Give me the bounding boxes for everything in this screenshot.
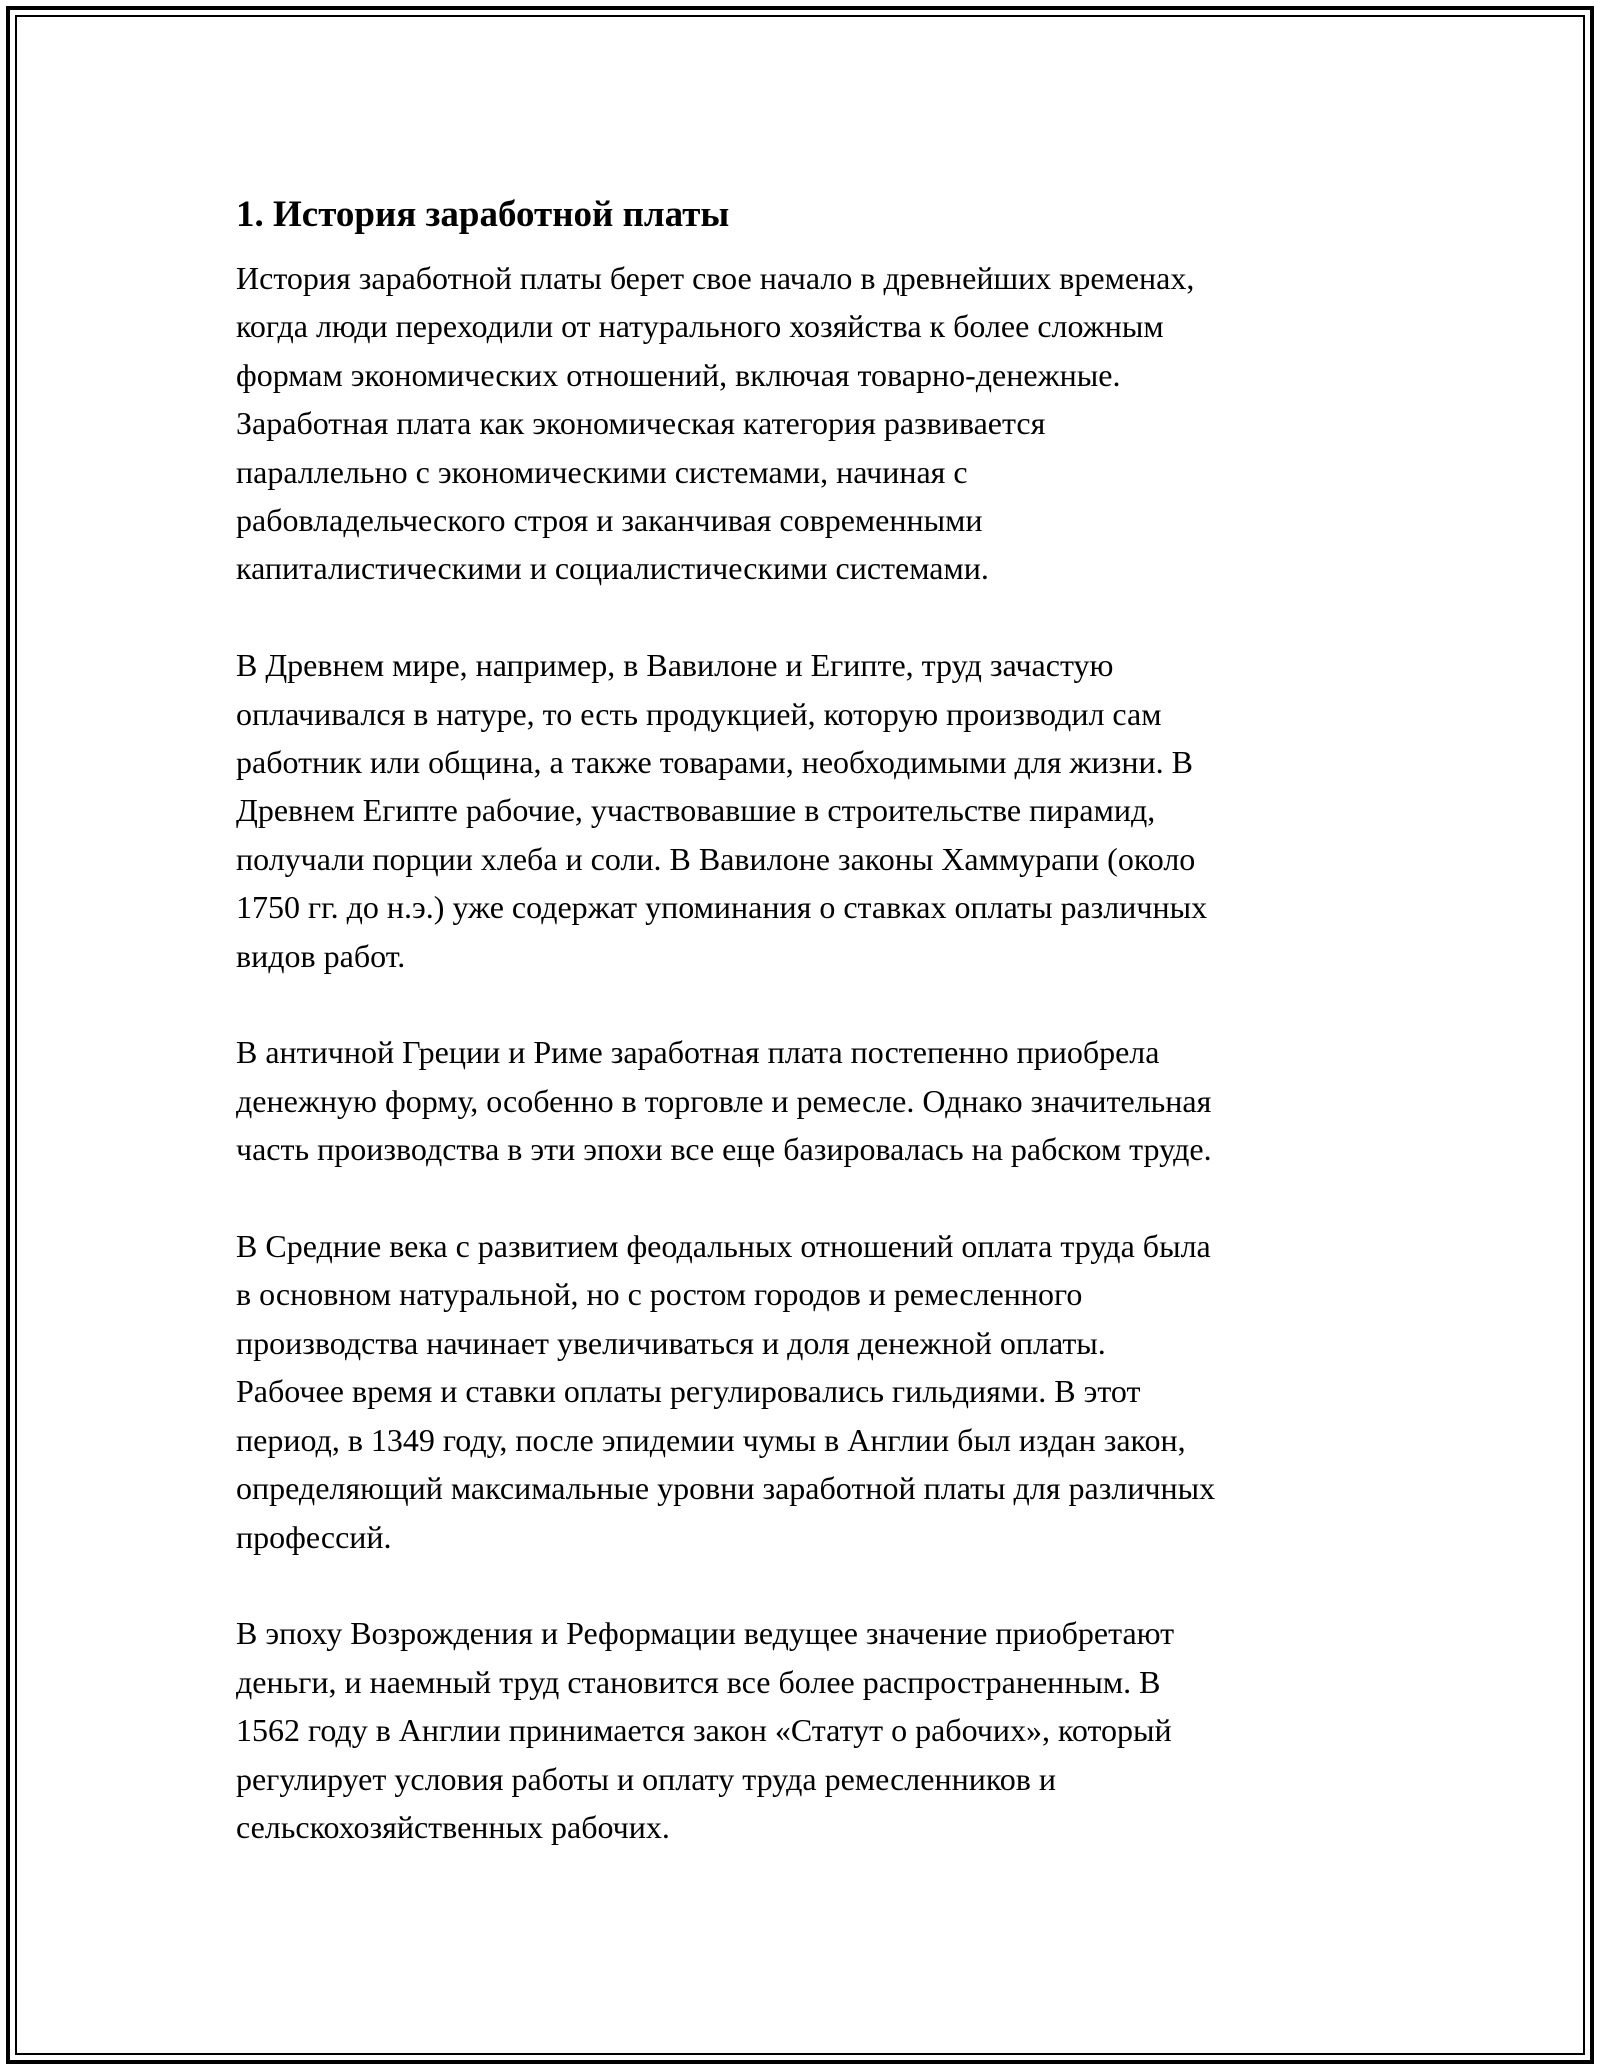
text-line: Заработная плата как экономическая категория развивается bbox=[236, 405, 1046, 442]
document-body bbox=[236, 185, 1376, 1900]
paragraph-introduction bbox=[236, 254, 1376, 593]
text-line: период, в 1349 году, после эпидемии чумы в Англии был издан закон, bbox=[236, 1421, 1186, 1458]
text-line: профессий. bbox=[236, 1518, 392, 1555]
text-line: Рабочее время и ставки оплаты регулировались гильдиями. В этот bbox=[236, 1373, 1141, 1410]
text-line: часть производства в эти эпохи все еще базировалась на рабском труде. bbox=[236, 1131, 1212, 1168]
text-line: В Средние века с развитием феодальных отношений оплата труда была bbox=[236, 1228, 1211, 1265]
text-line: деньги, и наемный труд становится все более распространенным. В bbox=[236, 1663, 1161, 1700]
text-line: капиталистическими и социалистическими системами. bbox=[236, 550, 989, 587]
text-line: когда люди переходили от натурального хозяйства к более сложным bbox=[236, 308, 1164, 345]
text-line: производства начинает увеличиваться и доля денежной оплаты. bbox=[236, 1324, 1106, 1361]
paragraph-renaissance bbox=[236, 1609, 1376, 1851]
text-line: В Древнем мире, например, в Вавилоне и Египте, труд зачастую bbox=[236, 647, 1114, 684]
text-line: определяющий максимальные уровни заработной платы для различных bbox=[236, 1470, 1216, 1507]
text-line: Древнем Египте рабочие, участвовавшие в строительстве пирамид, bbox=[236, 792, 1156, 829]
text-line: регулирует условия работы и оплату труда ремесленников и bbox=[236, 1760, 1056, 1797]
paragraph-ancient-world bbox=[236, 641, 1376, 980]
text-line: в основном натуральной, но с ростом городов и ремесленного bbox=[236, 1276, 1083, 1313]
text-line: В эпоху Возрождения и Реформации ведущее значение приобретают bbox=[236, 1615, 1175, 1652]
text-line: рабовладельческого строя и заканчивая современными bbox=[236, 502, 983, 539]
section-heading: 1. История заработной платы bbox=[236, 194, 730, 235]
text-line: 1750 гг. до н.э.) уже содержат упоминания о ставках оплаты различных bbox=[236, 889, 1208, 926]
text-line: сельскохозяйственных рабочих. bbox=[236, 1808, 670, 1845]
text-line: оплачивался в натуре, то есть продукцией, которую производил сам bbox=[236, 695, 1162, 732]
text-line: видов работ. bbox=[236, 937, 406, 974]
text-line: формам экономических отношений, включая товарно-денежные. bbox=[236, 356, 1121, 393]
text-line: История заработной платы берет свое начало в древнейших временах, bbox=[236, 260, 1195, 296]
text-line: В античной Греции и Риме заработная плата постепенно приобрела bbox=[236, 1034, 1160, 1071]
text-line: 1562 году в Англии принимается закон «Статут о рабочих», который bbox=[236, 1712, 1172, 1749]
paragraph-middle-ages bbox=[236, 1222, 1376, 1561]
text-line: получали порции хлеба и соли. В Вавилоне законы Хаммурапи (около bbox=[236, 840, 1196, 877]
paragraph-antiquity bbox=[236, 1028, 1376, 1173]
text-line: денежную форму, особенно в торговле и ремесле. Однако значительная bbox=[236, 1082, 1212, 1119]
text-line: параллельно с экономическими системами, начиная с bbox=[236, 453, 968, 490]
text-line: работник или община, а также товарами, необходимыми для жизни. В bbox=[236, 744, 1193, 781]
